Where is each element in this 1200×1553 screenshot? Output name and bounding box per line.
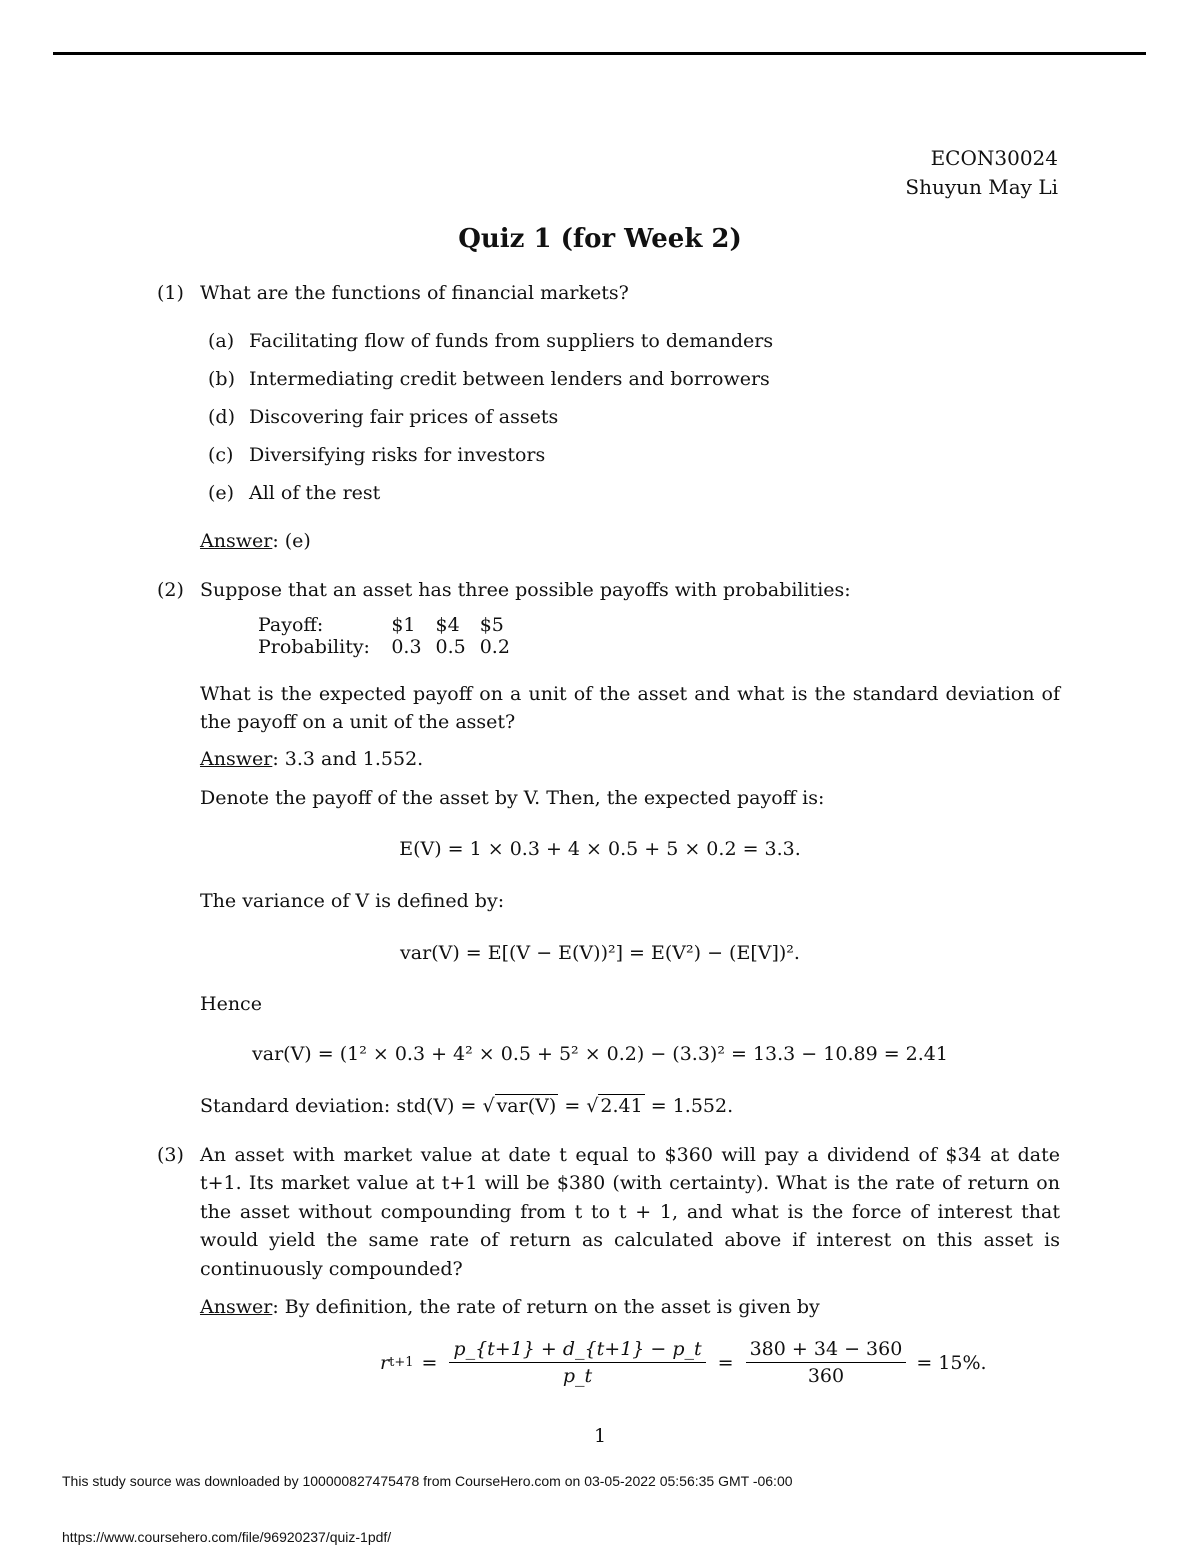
table-cell: $5 <box>479 614 504 636</box>
q3-answer <box>200 1296 820 1318</box>
equation-rate-of-return <box>380 1338 987 1387</box>
page-title: Quiz 1 (for Week 2) <box>458 224 742 254</box>
q1-text: What are the functions of financial markets? <box>200 282 629 304</box>
q1-option-label: (e) <box>208 482 235 504</box>
source-url[interactable]: https://www.coursehero.com/file/96920237/quiz-1pdf/ <box>62 1529 392 1545</box>
payoff-table <box>258 614 518 658</box>
table-cell: 0.3 <box>391 636 422 658</box>
table-cell: 0.5 <box>435 636 466 658</box>
q1-option-label: (a) <box>208 330 235 352</box>
eq-lhs: r <box>380 1351 390 1374</box>
q2-answer <box>200 748 423 770</box>
equation-variance: var(V) = E[(V − E(V))²] = E(V²) − (E[V])². <box>400 942 800 964</box>
eq-result: = 15%. <box>916 1351 987 1374</box>
answer-value: : 3.3 and 1.552. <box>272 748 424 770</box>
q1-option-text: All of the rest <box>249 482 381 504</box>
sqrt-radicand: var(V) <box>496 1095 557 1117</box>
eq-lhs-subscript: t+1 <box>389 1355 414 1370</box>
q1-option-label: (d) <box>208 406 235 428</box>
equals-sign: = <box>421 1351 438 1374</box>
table-cell: $4 <box>435 614 460 636</box>
q2-variance-intro: The variance of V is defined by: <box>200 890 505 912</box>
download-notice: This study source was downloaded by 100000827475478 from CourseHero.com on 03-05-2022 05:56:35 GMT -06:00 <box>62 1473 793 1489</box>
std-prefix: Standard deviation: std(V) = <box>200 1095 483 1117</box>
q1-number: (1) <box>157 282 184 304</box>
answer-value: : By definition, the rate of return on the asset is given by <box>272 1296 820 1318</box>
fraction <box>449 1338 705 1387</box>
sqrt-sign: √ <box>586 1095 599 1117</box>
q1-answer <box>200 530 311 552</box>
answer-label: Answer <box>200 1296 273 1318</box>
q3-text: An asset with market value at date t equal to $360 will pay a dividend of $34 at date t+1. Its market value at t+1 will be $380 (with certainty). What is the rate of return on the asset without compounding from t to t + 1, and what is the force of interest that would yield the same rate of return as calculated above if interest on this asset is continuously compounded? <box>200 1144 1060 1280</box>
fraction-denominator: p_t <box>562 1365 593 1387</box>
table-header: Probability: <box>258 636 370 658</box>
q1-option-text: Intermediating credit between lenders and borrowers <box>249 368 770 390</box>
q1-option-label: (b) <box>208 368 235 390</box>
q1-option-text: Facilitating flow of funds from suppliers to demanders <box>249 330 774 352</box>
payoff-row <box>258 614 518 636</box>
table-header: Payoff: <box>258 614 324 636</box>
std-result: = 1.552. <box>644 1095 734 1117</box>
fraction <box>746 1338 907 1387</box>
fraction-numerator: 380 + 34 − 360 <box>746 1338 907 1363</box>
table-cell: 0.2 <box>479 636 510 658</box>
q1-option-text: Diversifying risks for investors <box>249 444 546 466</box>
q2-hence: Hence <box>200 993 262 1015</box>
answer-label: Answer <box>200 748 273 770</box>
answer-value: : (e) <box>272 530 311 552</box>
sqrt-sign: √ <box>482 1095 495 1117</box>
author-name: Shuyun May Li <box>905 175 1058 199</box>
course-code: ECON30024 <box>930 146 1058 170</box>
fraction-denominator: 360 <box>807 1365 845 1387</box>
q2-denote: Denote the payoff of the asset by V. Then, the expected payoff is: <box>200 787 825 809</box>
equals-sign: = <box>717 1351 734 1374</box>
q2-number: (2) <box>157 579 184 601</box>
equation-expected: E(V) = 1 × 0.3 + 4 × 0.5 + 5 × 0.2 = 3.3. <box>399 838 801 860</box>
probability-row <box>258 636 518 658</box>
q1-option-text: Discovering fair prices of assets <box>249 406 559 428</box>
q3-number: (3) <box>157 1144 184 1166</box>
table-cell: $1 <box>391 614 416 636</box>
q1-option-label: (c) <box>208 444 234 466</box>
sqrt-radicand: 2.41 <box>600 1095 643 1117</box>
equation-variance-value: var(V) = (1² × 0.3 + 4² × 0.5 + 5² × 0.2) − (3.3)² = 13.3 − 10.89 = 2.41 <box>252 1043 948 1065</box>
top-rule <box>53 52 1146 55</box>
answer-label: Answer <box>200 530 273 552</box>
fraction-numerator: p_{t+1} + d_{t+1} − p_t <box>449 1338 705 1363</box>
q2-text: Suppose that an asset has three possible payoffs with probabilities: <box>200 579 851 601</box>
page-number: 1 <box>593 1425 607 1447</box>
q2-std-deviation: Standard deviation: std(V) = √ var(V) = √ 2.41 = 1.552. <box>200 1095 734 1117</box>
q2-question: What is the expected payoff on a unit of the asset and what is the standard deviation of the payoff on a unit of the asset? <box>200 683 1060 734</box>
